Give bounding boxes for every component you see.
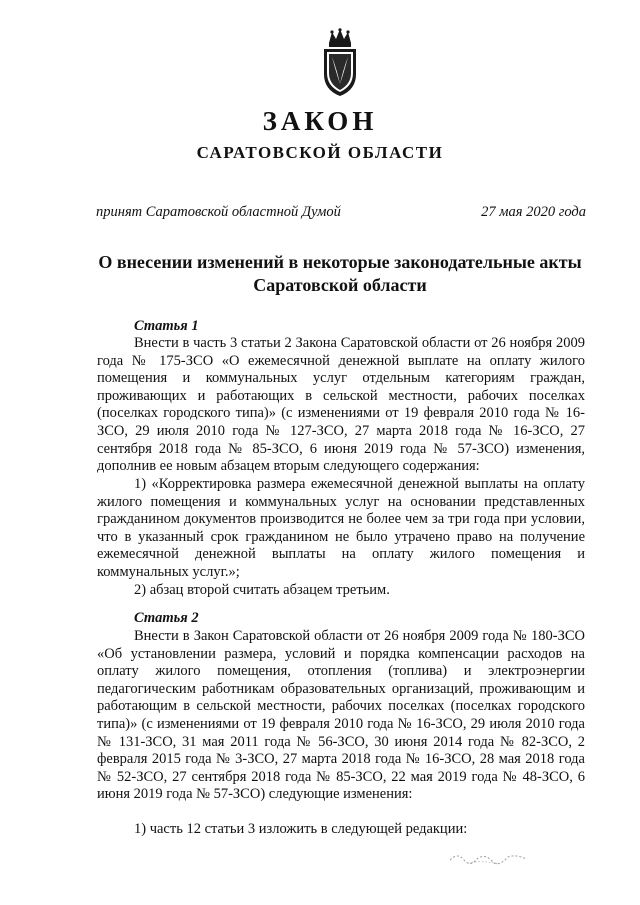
crown-shield-icon: [321, 28, 359, 98]
region-title: САРАТОВСКОЙ ОБЛАСТИ: [196, 143, 444, 162]
document-title: О внесении изменений в некоторые законодательные акты Саратовской области: [98, 252, 582, 295]
article-1-heading: Статья 1: [134, 318, 199, 334]
coat-of-arms-emblem: [321, 28, 359, 98]
signature-mark: [448, 848, 528, 868]
law-title: ЗАКОН: [262, 106, 378, 136]
article-1-intro: Внести в часть 3 статьи 2 Закона Саратовской области от 26 ноября 2009 года № 175-ЗСО «О ежемесячной денежной выплате на оплату жилого помещения и коммунальных услуг отдельным категориям граждан, проживающих и работающих в сельской местности, рабочих поселках (поселках городского типа)» (с изменениями от 19 февраля 2010 года № 16-ЗСО, 29 июля 2010 года № 127-ЗСО, 27 марта 2018 года № 16-ЗСО, 27 сентября 2018 года № 85-ЗСО, 6 июня 2019 года № 57-ЗСО) изменения, дополнив ее новым абзацем вторым следующего содержания:: [97, 335, 585, 475]
article-2-heading: Статья 2: [134, 610, 199, 626]
article-1-item-2: 2) абзац второй считать абзацем третьим.: [134, 582, 390, 598]
article-2-intro: Внести в Закон Саратовской области от 26 ноября 2009 года № 180-ЗСО «Об установлении размера, условий и порядка компенсации расходов на оплату жилого помещения, отопления (топлива) и электроэнергии педагогическим работникам образовательных организаций, проживающим и работающим в сельской местности, рабочих поселках (поселках городского типа)» (с изменениями от 19 февраля 2010 года № 16-ЗСО, 29 июля 2010 года № 131-ЗСО, 31 мая 2011 года № 56-ЗСО, 30 июня 2014 года № 82-ЗСО, 2 февраля 2015 года № 3-ЗСО, 27 марта 2018 года № 16-ЗСО, 28 мая 2018 года № 52-ЗСО, 27 сентября 2018 года № 85-ЗСО, 22 мая 2019 года № 48-ЗСО, 6 июня 2019 года № 57-ЗСО) следующие изменения:: [97, 628, 585, 803]
article-2-item-1: 1) часть 12 статьи 3 изложить в следующей редакции:: [134, 821, 468, 837]
article-1-item-1: 1) «Корректировка размера ежемесячной денежной выплаты на оплату жилого помещения и коммунальных услуг на основании представленных гражданином документов производится не более чем за три года при условии, что в указанный срок гражданином не было утрачено право на получение ежемесячной денежной выплаты на оплату жилого помещения и коммунальных услуг.»;: [97, 476, 585, 580]
adopted-by-line: принят Саратовской областной Думой: [96, 204, 341, 220]
adoption-date: 27 мая 2020 года: [481, 204, 586, 220]
